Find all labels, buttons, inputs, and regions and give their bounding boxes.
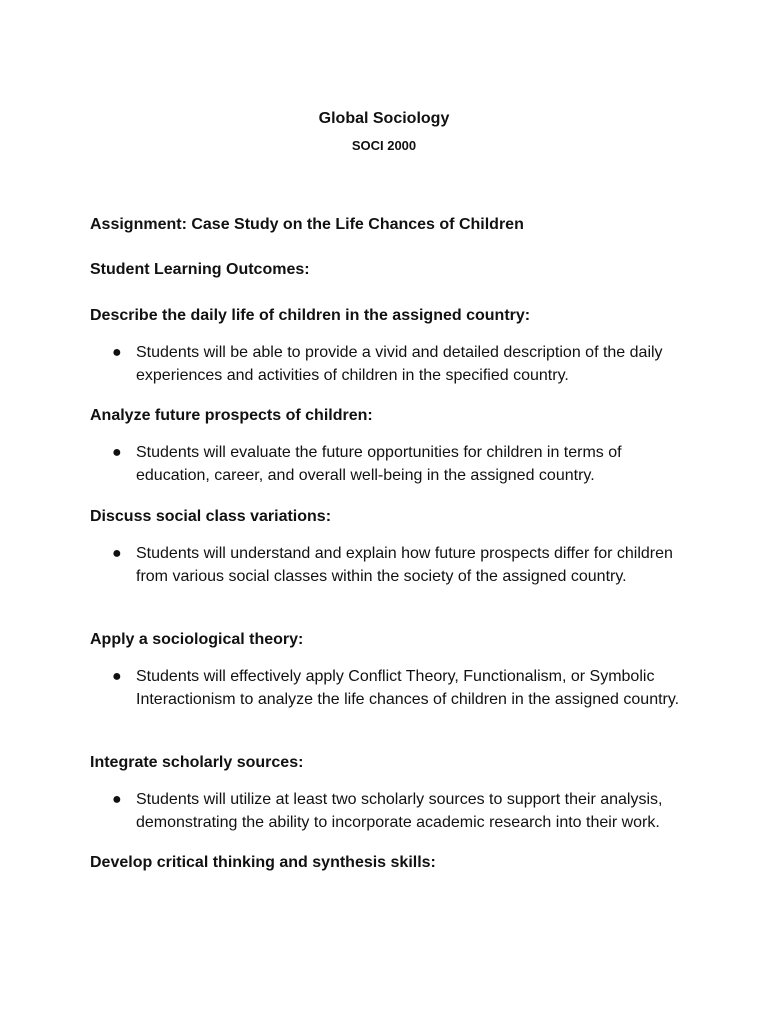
bullet-icon: ●	[112, 545, 122, 562]
list-item	[90, 666, 684, 711]
outcome-description: Students will be able to provide a vivid and detailed description of the daily experiences and activities of children in the specified country.	[136, 344, 663, 384]
outcome-section-social-class	[90, 507, 690, 588]
list-item	[90, 789, 684, 834]
list-item	[90, 342, 684, 387]
outcome-section-critical-thinking	[90, 853, 690, 873]
assignment-title: Assignment: Case Study on the Life Chances of Children	[90, 216, 524, 233]
list-item	[90, 442, 684, 487]
outcome-description: Students will understand and explain how future prospects differ for children from various social classes within the society of the assigned country.	[136, 545, 673, 585]
outcome-description: Students will evaluate the future opportunities for children in terms of education, career, and overall well-being in the assigned country.	[136, 444, 622, 484]
outcome-description: Students will utilize at least two scholarly sources to support their analysis, demonstrating the ability to incorporate academic research into their work.	[136, 791, 663, 831]
bullet-icon: ●	[112, 444, 122, 461]
list-item	[90, 543, 684, 588]
outcome-description: Students will effectively apply Conflict Theory, Functionalism, or Symbolic Interactionism to analyze the life chances of children in the assigned country.	[136, 668, 680, 708]
outcome-heading: Apply a sociological theory:	[90, 631, 304, 648]
bullet-icon: ●	[112, 668, 122, 685]
outcome-heading: Describe the daily life of children in the assigned country:	[90, 307, 531, 324]
bullet-icon: ●	[112, 344, 122, 361]
course-code: SOCI 2000	[351, 138, 417, 153]
outcome-section-scholarly-sources	[90, 753, 690, 834]
outcome-section-sociological-theory	[90, 630, 690, 711]
outcome-section-daily-life	[90, 306, 690, 387]
bullet-icon: ●	[112, 791, 122, 808]
outcome-heading: Discuss social class variations:	[90, 508, 332, 525]
outcome-heading: Develop critical thinking and synthesis skills:	[90, 854, 436, 871]
outcome-section-future-prospects	[90, 406, 690, 487]
outcome-heading: Integrate scholarly sources:	[90, 754, 304, 771]
outcomes-heading: Student Learning Outcomes:	[90, 261, 310, 278]
outcome-heading: Analyze future prospects of children:	[90, 407, 373, 424]
course-title: Global Sociology	[318, 110, 450, 127]
